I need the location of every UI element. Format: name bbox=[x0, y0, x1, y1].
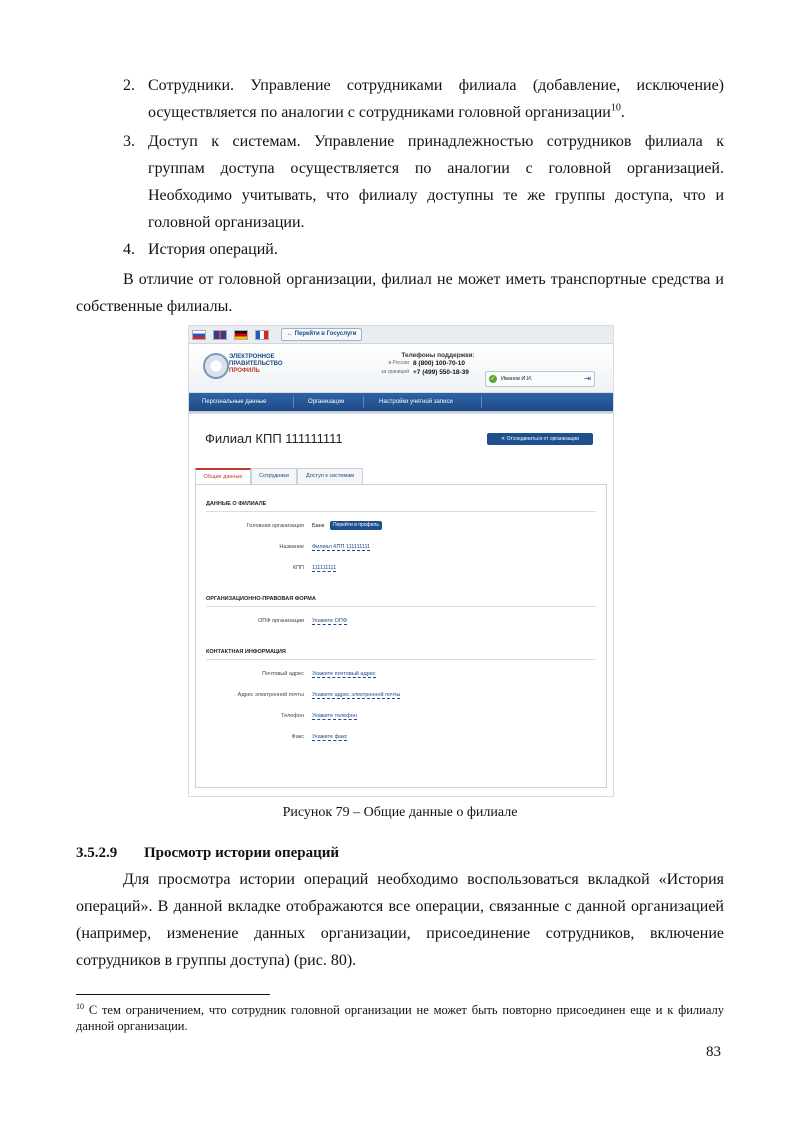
language-bar bbox=[189, 326, 613, 344]
support-ru-label: в России bbox=[388, 360, 409, 366]
fax-value-link[interactable]: Укажите факс bbox=[312, 734, 348, 740]
nav-item-personal-data[interactable]: Персональные данные bbox=[202, 399, 267, 405]
paragraph-line: собственные филиалы. bbox=[76, 298, 233, 315]
kpp-value-link[interactable]: 111111111 bbox=[312, 565, 337, 571]
support-ru-phone: 8 (800) 100-70-10 bbox=[413, 360, 466, 367]
detach-button[interactable]: ✕ Отсоединиться от организации bbox=[487, 433, 593, 445]
opf-value-link[interactable]: Укажите ОПФ bbox=[312, 618, 348, 624]
name-value-link[interactable]: Филиал КПП 111111111 bbox=[312, 544, 371, 550]
section-heading bbox=[76, 845, 339, 862]
goto-profile-button[interactable]: Перейти в профиль bbox=[330, 521, 382, 530]
goto-gosuslugi-button[interactable]: ← Перейти в Госуслуги bbox=[281, 328, 362, 341]
section-title: Просмотр истории операций bbox=[144, 845, 340, 861]
user-name: Иванов И.И. bbox=[501, 376, 533, 382]
list-text-line: осуществляется по аналогии с сотрудниками головной организации bbox=[148, 104, 611, 121]
footnote-ref: 10 bbox=[610, 102, 621, 114]
tab-general[interactable]: Общие данные bbox=[195, 468, 251, 485]
email-label: Адрес электронной почты bbox=[237, 692, 304, 698]
logo-line: ПРОФИЛЬ bbox=[229, 368, 260, 374]
numbered-list bbox=[76, 72, 724, 263]
tab-employees[interactable]: Сотрудники bbox=[251, 468, 297, 484]
user-menu[interactable] bbox=[485, 371, 595, 387]
flag-uk-icon[interactable] bbox=[213, 330, 227, 340]
tab-system-access[interactable]: Доступ к системам bbox=[297, 468, 363, 484]
postal-value-link[interactable]: Укажите почтовый адрес bbox=[312, 671, 376, 677]
check-icon: ✓ bbox=[490, 376, 496, 382]
branch-card bbox=[189, 414, 613, 796]
paragraph-line: операций». В данной вкладке отображаются все операции, связанные с данной организацией bbox=[76, 898, 724, 915]
section-divider bbox=[206, 606, 596, 607]
support-abroad-phone: +7 (499) 550-18-39 bbox=[413, 369, 469, 376]
footnote bbox=[76, 1002, 724, 1034]
support-phones bbox=[365, 352, 505, 377]
egov-logo-icon bbox=[203, 353, 229, 379]
section-divider bbox=[206, 511, 596, 512]
flag-de-icon[interactable] bbox=[234, 330, 248, 340]
main-nav bbox=[189, 393, 613, 411]
parent-org-value: Банк bbox=[312, 523, 325, 529]
site-header bbox=[189, 344, 613, 393]
main-content bbox=[189, 414, 613, 796]
nav-divider bbox=[481, 396, 482, 408]
list-number: 3. bbox=[123, 133, 135, 150]
paragraph-line: (например, изменение данных организации, присоединение сотрудников, включение bbox=[76, 925, 724, 942]
paragraph-line: В отличие от головной организации, филиал не может иметь транспортные средства и bbox=[123, 271, 724, 288]
page-number: 83 bbox=[706, 1044, 721, 1060]
list-number: 2. bbox=[123, 77, 135, 94]
page-title: Филиал КПП 111111111 bbox=[205, 431, 343, 446]
list-text-line: Сотрудники. Управление сотрудниками филиала (добавление, исключение) bbox=[148, 77, 724, 94]
opf-label: ОПФ организации bbox=[258, 618, 304, 624]
parent-org-label: Головная организация bbox=[246, 523, 304, 529]
list-text-line: головной организации. bbox=[148, 214, 305, 231]
nav-item-account-settings[interactable]: Настройки учетной записи bbox=[379, 399, 453, 405]
footnote-separator bbox=[76, 994, 270, 995]
section-legal-form: ОРГАНИЗАЦИОННО-ПРАВОВАЯ ФОРМА bbox=[206, 596, 316, 602]
list-text-line: Доступ к системам. Управление принадлежностью сотрудников филиала к bbox=[148, 133, 724, 150]
logout-icon[interactable]: ⇥ bbox=[584, 374, 591, 383]
paragraph-line: сотрудников в группы доступа) (рис. 80). bbox=[76, 952, 357, 969]
logo-line: ПРАВИТЕЛЬСТВО bbox=[229, 361, 283, 367]
kpp-label: КПП bbox=[292, 565, 304, 571]
flag-ru-icon[interactable] bbox=[192, 330, 206, 340]
list-text-end: . bbox=[620, 104, 625, 121]
flag-fr-icon[interactable] bbox=[255, 330, 269, 340]
list-item-employees bbox=[76, 72, 724, 126]
section-branch-data: ДАННЫЕ О ФИЛИАЛЕ bbox=[206, 501, 267, 507]
list-item-access bbox=[76, 128, 724, 236]
footnote-mark: 10 bbox=[76, 1001, 84, 1011]
list-item-history bbox=[76, 236, 724, 263]
phone-value-link[interactable]: Укажите телефон bbox=[312, 713, 357, 719]
list-text-line: История операций. bbox=[148, 241, 278, 258]
footnote-text: С тем ограничением, что сотрудник головной организации не может быть повторно присоединен еще и к филиалу данной организации. bbox=[76, 1003, 725, 1033]
section-number: 3.5.2.9 bbox=[76, 845, 118, 861]
paragraph-history bbox=[76, 866, 724, 974]
section-contacts: КОНТАКТНАЯ ИНФОРМАЦИЯ bbox=[206, 649, 286, 655]
nav-divider bbox=[363, 396, 364, 408]
paragraph-line: Для просмотра истории операций необходимо воспользоваться вкладкой «История bbox=[123, 871, 724, 888]
phone-label: Телефон bbox=[281, 713, 304, 719]
figure-caption: Рисунок 79 – Общие данные о филиале bbox=[282, 805, 518, 820]
list-text-line: Необходимо учитывать, что филиалу доступны те же группы доступа, что и bbox=[148, 187, 724, 204]
support-abroad-label: за границей bbox=[381, 369, 409, 375]
fax-label: Факс bbox=[291, 734, 304, 740]
list-number: 4. bbox=[123, 241, 135, 258]
name-label: Название bbox=[279, 544, 304, 550]
paragraph-branch-limits bbox=[76, 266, 724, 320]
nav-item-organizations[interactable]: Организации bbox=[308, 399, 345, 405]
support-title: Телефоны поддержки: bbox=[401, 352, 475, 359]
figure-screenshot bbox=[188, 325, 614, 797]
site-logo-text[interactable] bbox=[229, 354, 283, 375]
email-value-link[interactable]: Укажите адрес электронной почты bbox=[312, 692, 401, 698]
logo-line: ЭЛЕКТРОННОЕ bbox=[229, 354, 275, 360]
postal-label: Почтовый адрес bbox=[262, 671, 304, 677]
nav-divider bbox=[293, 396, 294, 408]
section-divider bbox=[206, 659, 596, 660]
list-text-line: группам доступа осуществляется по аналогии с головной организацией. bbox=[148, 160, 724, 177]
tab-panel-general bbox=[195, 484, 607, 788]
